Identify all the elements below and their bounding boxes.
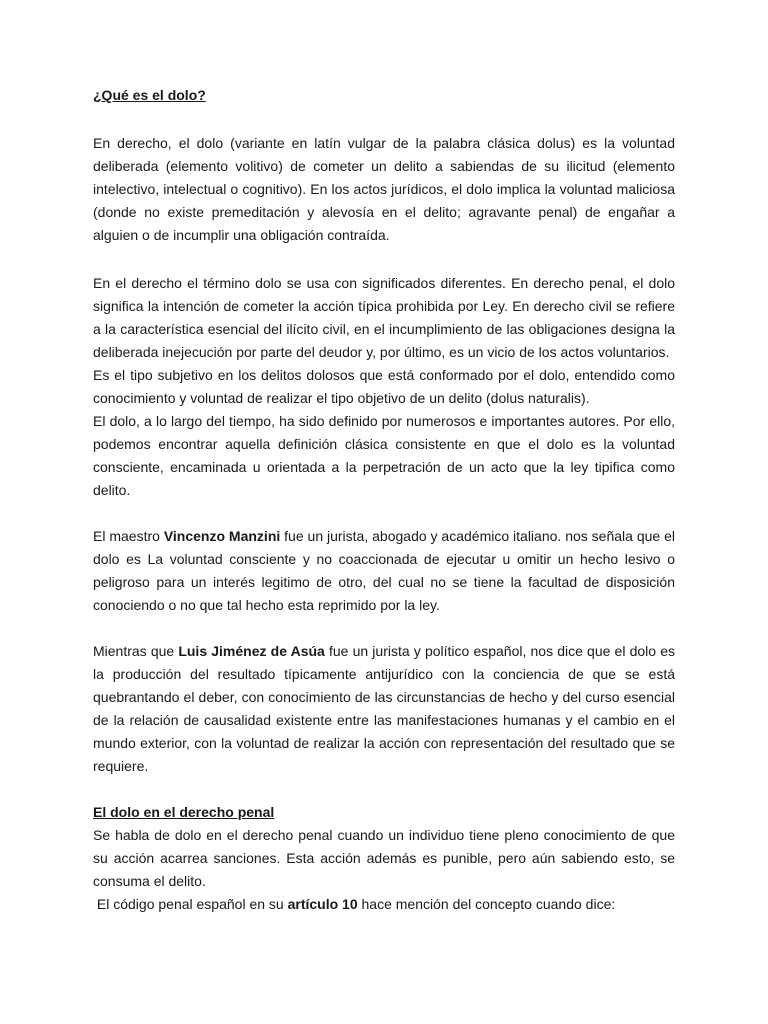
codigo-intro: El código penal español en su xyxy=(93,896,288,912)
paragraph-subjective-type: Es el tipo subjetivo en los delitos dolosos que está conformado por el dolo, entendido como conocimiento y voluntad de realizar el tipo objetivo de un delito (dolus naturalis). xyxy=(93,367,675,406)
asua-name: Luis Jiménez de Asúa xyxy=(178,643,325,659)
manzini-name: Vincenzo Manzini xyxy=(163,528,281,544)
manzini-text: fue un jurista, abogado y académico italiano. nos señala que el dolo es La voluntad consciente y no coaccionada de ejecutar u omitir un hecho lesivo o peligroso para un interés legitimo de otro, del cual no se tiene la facultad de disposición conociendo o no que tal hecho esta reprimido por la ley. xyxy=(93,528,675,613)
document-title: ¿Qué es el dolo? xyxy=(93,87,206,103)
paragraph-definition: En derecho, el dolo (variante en latín vulgar de la palabra clásica dolus) es la voluntad deliberada (elemento volitivo) de cometer un delito a sabiendas de su ilicitud (elemento intelectivo, intelectual o cognitivo). En los actos jurídicos, el dolo implica la voluntad maliciosa (donde no existe premeditación y alevosía en el delito; agravante penal) de engañar a alguien o de incumplir una obligación contraída. xyxy=(93,135,675,243)
document-page xyxy=(93,84,675,916)
manzini-intro: El maestro xyxy=(93,528,164,544)
asua-text: fue un jurista y político español, nos dice que el dolo es la producción del resultado típicamente antijurídico con la conciencia de que se está quebrantando el deber, con conocimiento de las circunstancias de hecho y del curso esencial de la relación de causalidad existente entre las manifestaciones humanas y el cambio en el mundo exterior, con la voluntad de realizar la acción con representación del resultado que se requiere. xyxy=(93,643,675,774)
paragraph-codigo-penal xyxy=(93,893,675,916)
codigo-text: hace mención del concepto cuando dice: xyxy=(357,896,616,912)
paragraph-jimenez-de-asua xyxy=(93,640,675,778)
asua-intro: Mientras que xyxy=(93,643,179,659)
paragraph-penal-law: Se habla de dolo en el derecho penal cuando un individuo tiene pleno conocimiento de que su acción acarrea sanciones. Esta acción además es punible, pero aún sabiendo esto, se consuma el delito. xyxy=(93,827,675,889)
article-reference: artículo 10 xyxy=(287,896,358,912)
paragraph-meanings: En el derecho el término dolo se usa con significados diferentes. En derecho penal, el dolo significa la intención de cometer la acción típica prohibida por Ley. En derecho civil se refiere a la característica esencial del ilícito civil, en el incumplimiento de las obligaciones designa la deliberada inejecución por parte del deudor y, por último, es un vicio de los actos voluntarios. xyxy=(93,275,675,360)
paragraph-manzini xyxy=(93,525,675,617)
paragraph-classic-definition: El dolo, a lo largo del tiempo, ha sido definido por numerosos e importantes autores. Por ello, podemos encontrar aquella definición clásica consistente en que el dolo es la voluntad consciente, encaminada u orientada a la perpetración de un acto que la ley tipifica como delito. xyxy=(93,413,675,498)
section-title: El dolo en el derecho penal xyxy=(93,804,275,820)
